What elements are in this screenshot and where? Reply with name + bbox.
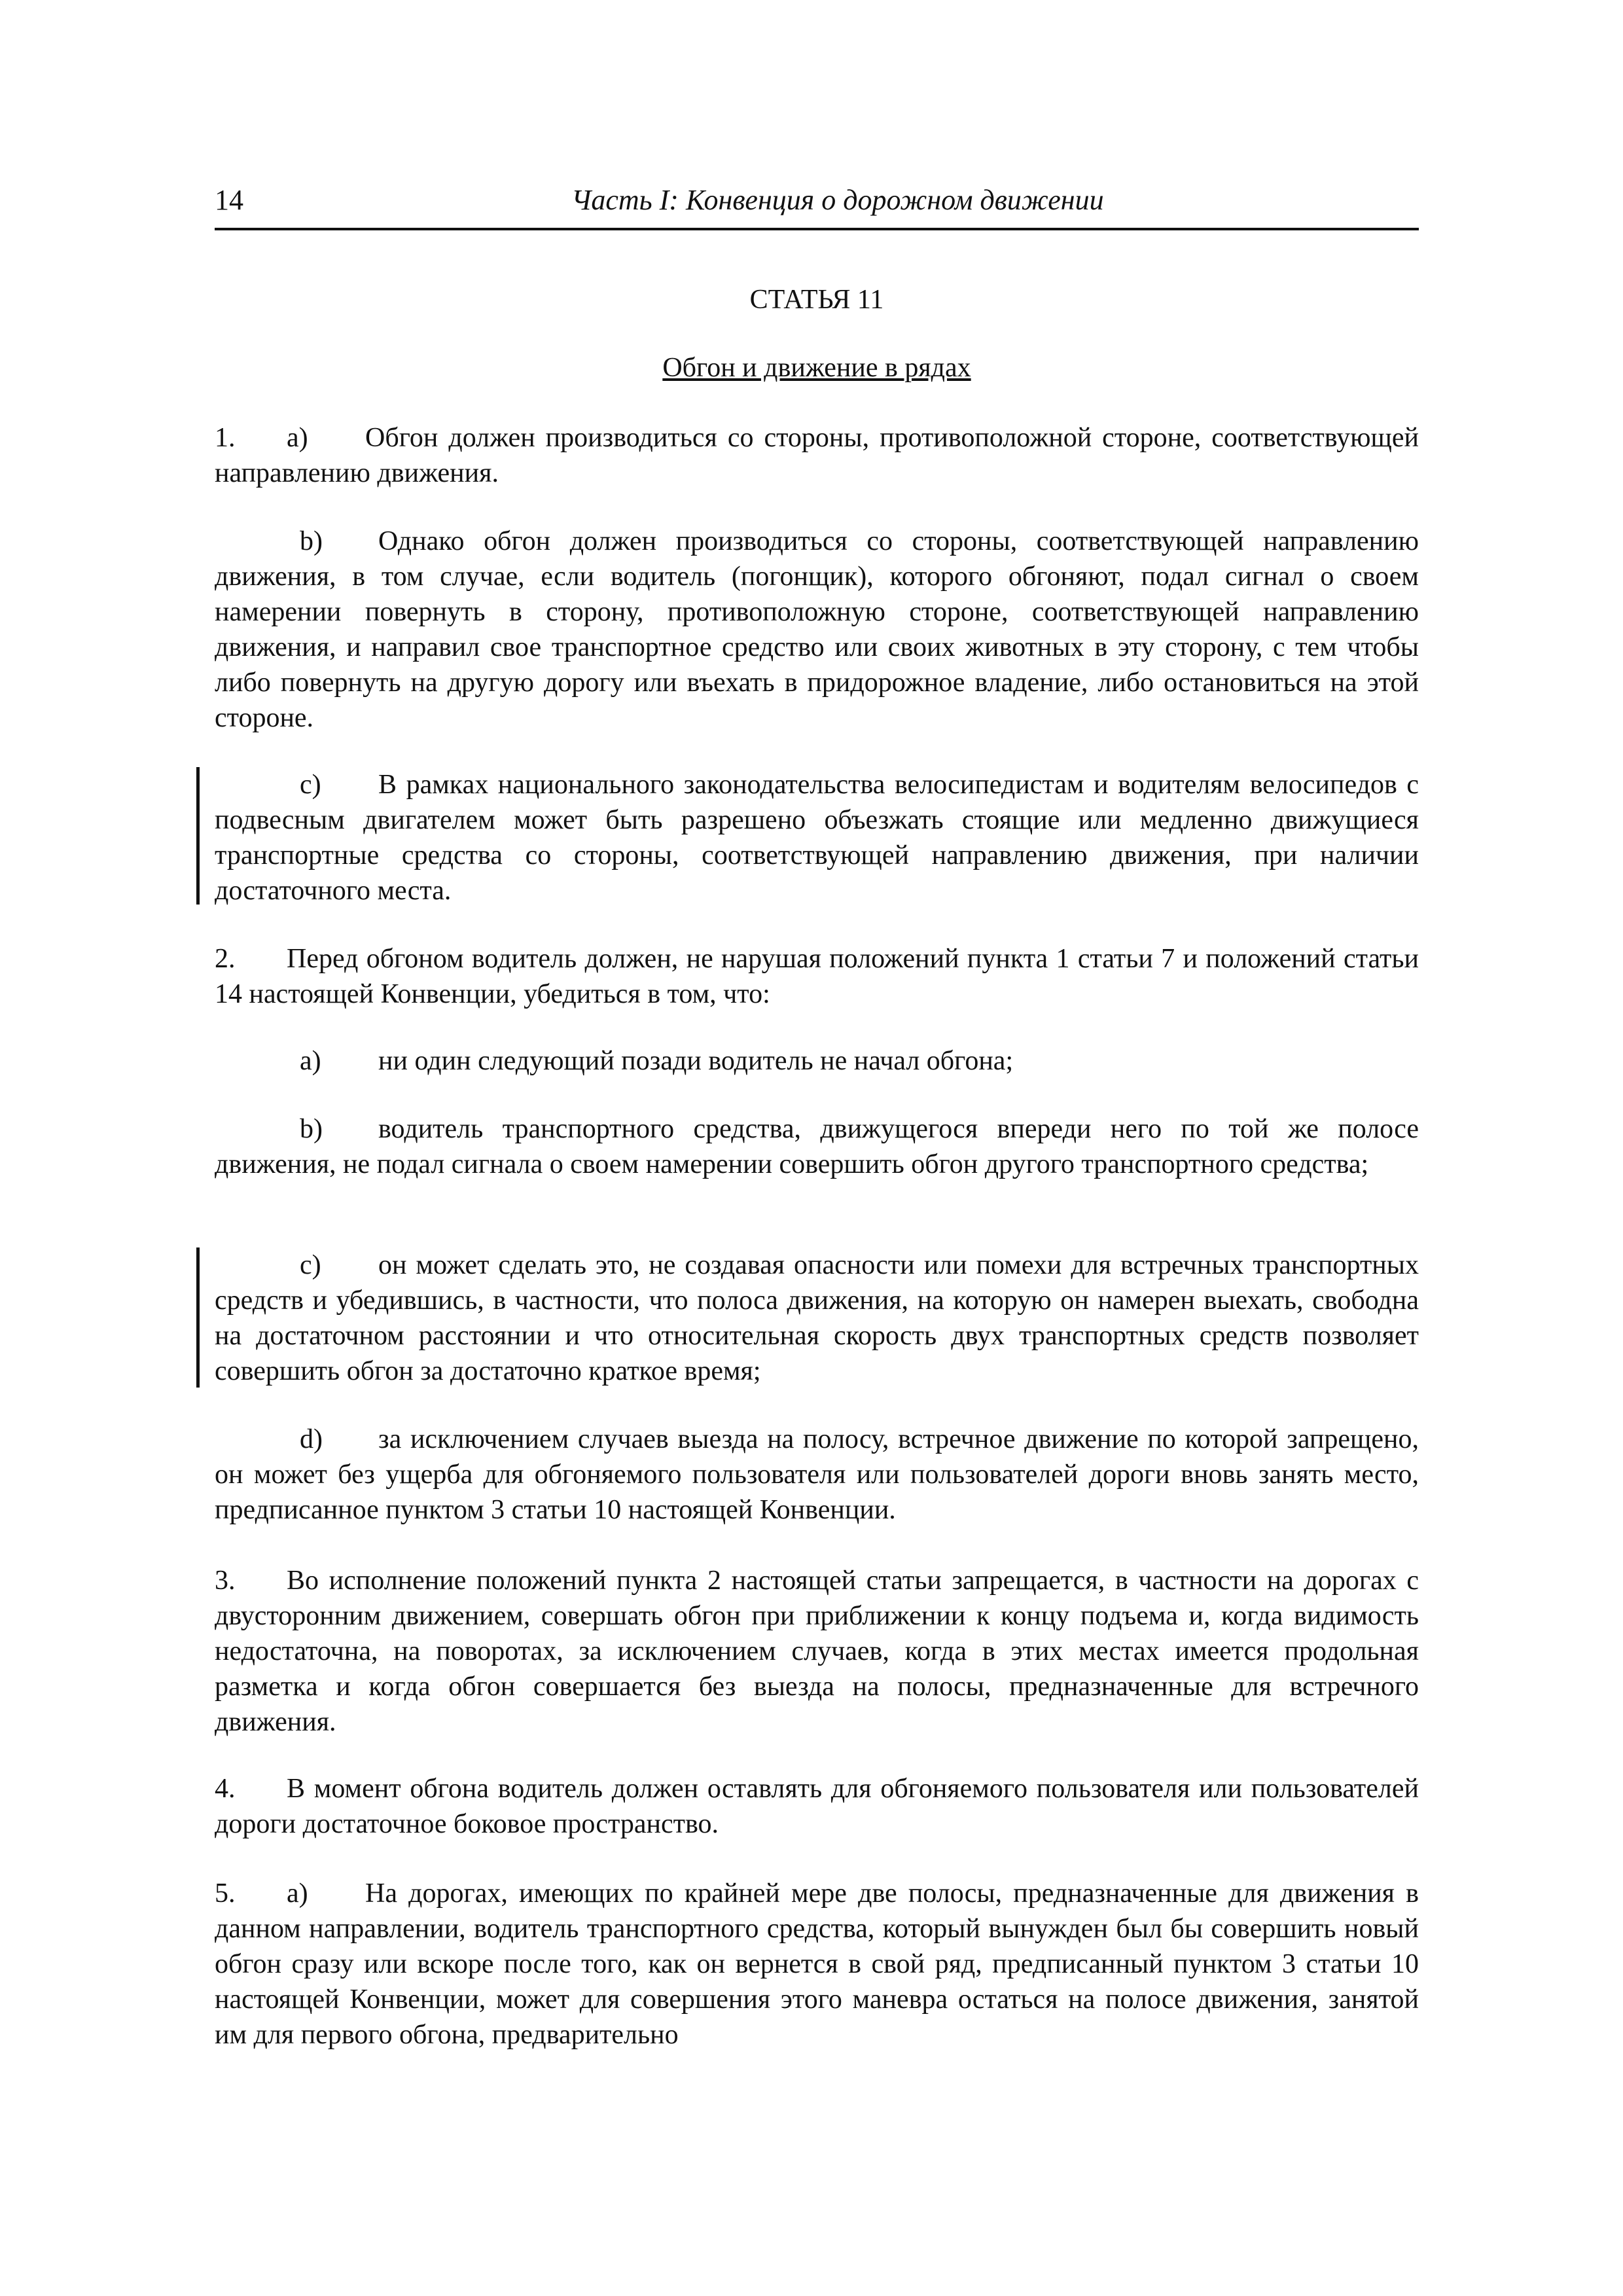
subpoint-label: d) bbox=[300, 1424, 323, 1454]
subpoint-label: a) bbox=[287, 1878, 308, 1909]
paragraph-text: В рамках национального законодательства велосипедистам и водителям велосипедов с подвесным двигателем может быть разрешено объезжать стоящие или медленно движущиеся транспортные средства со стороны, соответствующей направлению движения, при наличии достаточного места. bbox=[215, 770, 1419, 906]
paragraph-2a bbox=[215, 1043, 1419, 1079]
paragraph-text: Перед обгоном водитель должен, не нарушая положений пункта 1 статьи 7 и положений статьи 14 настоящей Конвенции, убедиться в том, что: bbox=[215, 944, 1419, 1009]
paragraph-number: 2. bbox=[215, 944, 236, 974]
paragraph-text: водитель транспортного средства, движущегося впереди него по той же полосе движения, не подал сигнала о своем намерении совершить обгон другого транспортного средства; bbox=[215, 1114, 1419, 1179]
paragraph-5a bbox=[215, 1876, 1419, 2053]
paragraph-4 bbox=[215, 1771, 1419, 1842]
subpoint-label: a) bbox=[287, 423, 308, 453]
paragraph-text: В момент обгона водитель должен оставлять для обгоняемого пользователя или пользователей дороги достаточное боковое пространство. bbox=[215, 1774, 1419, 1839]
paragraph-3 bbox=[215, 1563, 1419, 1740]
paragraph-2c bbox=[215, 1247, 1419, 1389]
paragraph-text: за исключением случаев выезда на полосу, встречное движение по которой запрещено, он может без ущерба для обгоняемого пользователя или пользователей дороги вновь занять место, предписанное пунктом 3 статьи 10 настоящей Конвенции. bbox=[215, 1424, 1419, 1525]
subpoint-label: c) bbox=[300, 1250, 321, 1280]
paragraph-2 bbox=[215, 941, 1419, 1012]
paragraph-text: он может сделать это, не создавая опасности или помехи для встречных транспортных средств и убедившись, в частности, что полоса движения, на которую он намерен выехать, свободна на достаточном расстоянии и что относительная скорость двух транспортных средств позволяет совершить обгон за достаточно краткое время; bbox=[215, 1250, 1419, 1386]
paragraph-text: Во исполнение положений пункта 2 настоящей статьи запрещается, в частности на дорогах с двусторонним движением, совершать обгон при приближении к концу подъема и, когда видимость недостаточна, на поворотах, за исключением случаев, когда в этих местах имеется продольная разметка и когда обгон совершается без выезда на полосы, предназначенные для встречного движения. bbox=[215, 1566, 1419, 1737]
article-title: СТАТЬЯ 11 bbox=[749, 285, 884, 315]
paragraph-1b bbox=[215, 524, 1419, 736]
paragraph-text: ни один следующий позади водитель не начал обгона; bbox=[378, 1046, 1014, 1076]
paragraph-text: На дорогах, имеющих по крайней мере две полосы, предназначенные для движения в данном направлении, водитель транспортного средства, который вынужден был бы совершить новый обгон сразу или вскоре после того, как он вернется в свой ряд, предписанный пунктом 3 статьи 10 настоящей Конвенции, может для совершения этого маневра остаться на полосе движения, занятой им для первого обгона, предварительно bbox=[215, 1878, 1419, 2050]
change-bar-1c bbox=[196, 767, 200, 905]
page-number: 14 bbox=[215, 184, 243, 216]
subpoint-label: a) bbox=[300, 1046, 321, 1076]
paragraph-2d bbox=[215, 1422, 1419, 1528]
change-bar-2c bbox=[196, 1247, 200, 1388]
paragraph-text: Однако обгон должен производиться со стороны, соответствующей направлению движения, в том случае, если водитель (погонщик), которого обгоняют, подал сигнал о своем намерении повернуть в сторону, противоположную стороне, соответствующей направлению движения, и направил свое транспортное средство или своих животных в эту сторону, с тем чтобы либо повернуть на другую дорогу или въехать в придорожное владение, либо остановиться на этой стороне. bbox=[215, 526, 1419, 733]
subpoint-label: b) bbox=[300, 526, 323, 556]
paragraph-1c bbox=[215, 767, 1419, 908]
running-title: Часть I: Конвенция о дорожном движении bbox=[571, 184, 1104, 216]
subpoint-label: b) bbox=[300, 1114, 323, 1144]
subpoint-label: c) bbox=[300, 770, 321, 800]
paragraph-number: 5. bbox=[215, 1878, 236, 1909]
paragraph-number: 4. bbox=[215, 1774, 236, 1804]
page-header bbox=[215, 177, 1419, 230]
paragraph-number: 3. bbox=[215, 1566, 236, 1596]
paragraph-number: 1. bbox=[215, 423, 236, 453]
paragraph-text: Обгон должен производиться со стороны, противоположной стороне, соответствующей направлению движения. bbox=[215, 423, 1419, 488]
paragraph-2b bbox=[215, 1111, 1419, 1182]
paragraph-1a bbox=[215, 420, 1419, 491]
article-subtitle: Обгон и движение в рядах bbox=[662, 353, 971, 383]
